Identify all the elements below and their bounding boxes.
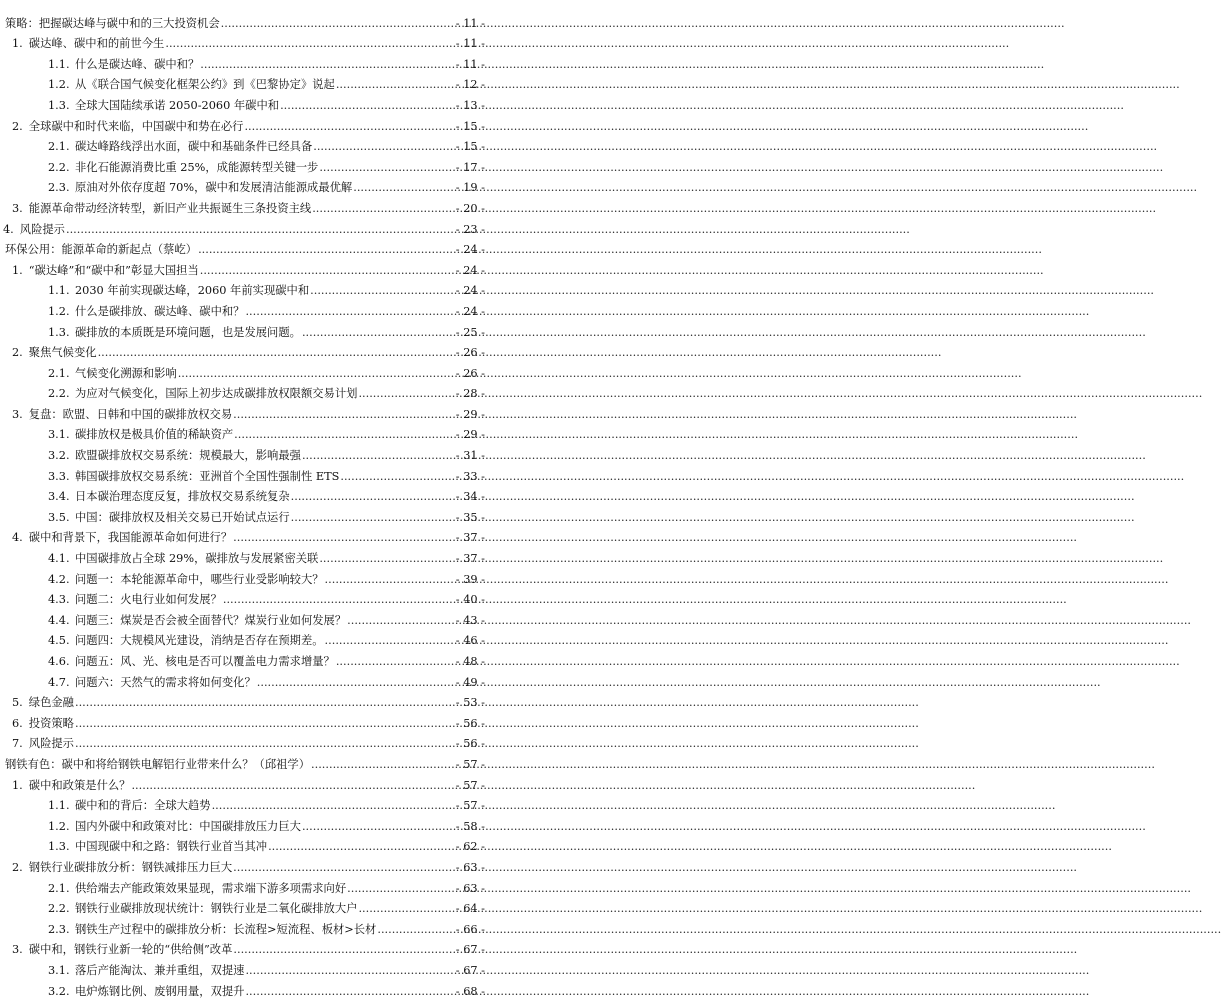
toc-entry-number: 1.2.	[48, 819, 70, 833]
toc-entry-title: 电炉炼钢比例、废钢用量，双提升	[75, 984, 245, 998]
toc-entry[interactable]	[0, 339, 491, 360]
dot-leader	[325, 573, 455, 586]
dot-leader	[311, 758, 455, 771]
dot-leader	[319, 552, 454, 565]
toc-entry-page: - 56 -	[455, 737, 485, 751]
toc-entry-number: 1.1.	[48, 284, 70, 298]
toc-entry[interactable]	[0, 792, 491, 813]
dot-leader	[312, 202, 455, 215]
toc-entry-number: 1.3.	[48, 325, 70, 339]
toc-entry[interactable]	[0, 586, 491, 607]
toc-entry-title: 碳排放的本质既是环境问题，也是发展问题。	[75, 325, 301, 339]
toc-entry-title: 钢铁生产过程中的碳排放分析：长流程>短流程、板材>长材	[75, 922, 377, 936]
toc-entry-page: - 57 -	[455, 778, 485, 792]
dot-leader	[257, 676, 455, 689]
toc-entry[interactable]	[0, 277, 491, 298]
toc-entry-number: 2.3.	[48, 181, 70, 195]
toc-entry-title: 什么是碳达峰、碳中和？	[75, 57, 200, 71]
toc-entry-title: 问题五：风、光、核电是否可以覆盖电力需求增量？	[75, 655, 335, 668]
toc-entry-number: 1.	[12, 37, 23, 51]
dot-leader	[233, 861, 455, 874]
toc-entry-page: - 25 -	[455, 325, 485, 339]
toc-entry-title: 碳达峰、碳中和的前世今生	[28, 37, 165, 51]
dot-leader	[178, 367, 455, 380]
dot-leader	[245, 964, 454, 977]
toc-entry-number: 1.2.	[48, 304, 70, 318]
dot-leader	[302, 820, 455, 833]
dot-leader	[336, 78, 455, 91]
toc-entry[interactable]	[0, 9, 491, 30]
toc-entry-title: 能源革命带动经济转型，新旧产业共振诞生三条投资主线	[28, 201, 312, 215]
toc-entry-page: - 64 -	[455, 902, 485, 916]
toc-entry-title: 为应对气候变化，国际上初步达成碳排放权限额交易计划	[75, 387, 358, 401]
toc-entry-number: 3.3.	[48, 469, 70, 483]
toc-entry-number: 3.	[12, 201, 23, 215]
toc-entry-page: - 24 -	[455, 304, 485, 318]
toc-entry-number: 2.	[12, 346, 23, 360]
toc-entry[interactable]	[0, 462, 491, 483]
toc-entry-title: 从《联合国气候变化框架公约》到《巴黎协定》说起	[75, 78, 335, 92]
toc-entry-number: 5.	[12, 696, 23, 710]
toc-entry-number: 2.1.	[48, 140, 70, 154]
dot-leader	[223, 593, 455, 606]
toc-entry[interactable]	[0, 812, 491, 833]
toc-entry-number: 7.	[12, 737, 23, 751]
toc-entry[interactable]	[0, 771, 491, 792]
toc-entry-title: 钢铁有色：碳中和将给钢铁电解铝行业带来什么？（邱祖学）	[5, 757, 311, 771]
toc-entry[interactable]	[0, 977, 491, 998]
toc-entry-page: - 68 -	[455, 984, 485, 998]
toc-entry-number: 2.	[12, 860, 23, 874]
toc-entry[interactable]	[0, 956, 491, 977]
toc-entry-number: 4.3.	[48, 593, 70, 607]
toc-entry-page: - 40 -	[455, 593, 485, 607]
toc-entry[interactable]	[0, 236, 491, 257]
toc-entry-page: - 11 -	[455, 57, 485, 71]
dot-leader	[358, 902, 454, 915]
dot-leader	[280, 99, 455, 112]
toc-entry-title: 供给端去产能政策效果显现，需求端下游多项需求向好	[75, 881, 347, 895]
toc-entry[interactable]	[0, 689, 491, 710]
toc-entry[interactable]	[0, 400, 491, 421]
toc-entry-page: - 29 -	[455, 407, 485, 421]
toc-entry-page: - 19 -	[455, 181, 485, 195]
toc-entry-page: - 28 -	[455, 387, 485, 401]
toc-entry-number: 4.7.	[48, 675, 70, 689]
dot-leader	[165, 37, 454, 50]
toc-entry-title: 中国碳排放占全球 29%，碳排放与发展紧密关联	[75, 552, 319, 566]
dot-leader	[233, 943, 454, 956]
toc-entry-title: 欧盟碳排放权交易系统：规模最大，影响最强	[75, 449, 301, 463]
toc-entry-page: - 37 -	[455, 552, 485, 566]
dot-leader	[200, 58, 455, 71]
toc-entry-title: 复盘：欧盟、日韩和中国的碳排放权交易	[28, 407, 233, 421]
dot-leader	[66, 223, 455, 236]
toc-entry-title: 中国：碳排放权及相关交易已开始试点运行	[75, 510, 290, 524]
dot-leader	[336, 655, 455, 668]
toc-entry-title: 问题三：煤炭是否会被全面替代？煤炭行业如何发展？	[75, 613, 347, 627]
toc-entry-page: - 24 -	[455, 284, 485, 298]
toc-entry[interactable]	[0, 750, 491, 771]
toc-entry-number: 4.6.	[48, 655, 70, 668]
toc-entry-title: 非化石能源消费比重 25%，成能源转型关键一步	[75, 160, 319, 174]
dot-leader	[234, 428, 455, 441]
toc-entry-number: 4.2.	[48, 572, 70, 586]
toc-entry-number: 2.3.	[48, 922, 70, 936]
toc-entry[interactable]	[0, 627, 491, 648]
toc-entry-title: 碳中和，钢铁行业新一轮的“供给侧”改革	[28, 943, 233, 957]
toc-entry-number: 2.1.	[48, 881, 70, 895]
toc-entry[interactable]	[0, 256, 491, 277]
toc-entry[interactable]	[0, 441, 491, 462]
toc-entry-page: - 24 -	[455, 243, 485, 257]
toc-entry-title: 风险提示	[28, 737, 74, 751]
dot-leader	[302, 326, 455, 339]
dot-leader	[212, 799, 455, 812]
toc-entry-title: 碳中和政策是什么？	[28, 778, 131, 792]
toc-entry-page: - 12 -	[455, 78, 485, 92]
toc-entry-number: 2.1.	[48, 366, 70, 380]
dot-leader	[347, 614, 455, 627]
toc-entry[interactable]	[0, 194, 491, 215]
toc-entry-page: - 15 -	[455, 119, 485, 133]
toc-entry-title: 落后产能淘汰、兼并重组，双提速	[75, 963, 245, 977]
dot-leader	[233, 531, 455, 544]
toc-entry-number: 1.3.	[48, 840, 70, 854]
dot-leader	[310, 284, 455, 297]
toc-entry[interactable]	[0, 380, 491, 401]
toc-entry-title: 气候变化溯源和影响	[75, 366, 177, 380]
toc-entry-number: 4.4.	[48, 613, 70, 627]
toc-entry-title: 策略：把握碳达峰与碳中和的三大投资机会	[5, 16, 220, 30]
toc-entry[interactable]	[0, 895, 491, 916]
dot-leader	[244, 120, 454, 133]
toc-entry-page: - 53 -	[455, 696, 485, 710]
toc-entry-title: 全球大国陆续承诺 2050-2060 年碳中和	[75, 98, 280, 112]
dot-leader	[268, 840, 455, 853]
toc-entry-page: - 35 -	[455, 510, 485, 524]
dot-leader	[245, 985, 454, 998]
toc-entry-page: - 48 -	[455, 655, 485, 668]
toc-entry[interactable]	[0, 524, 491, 545]
toc-entry-title: 风险提示	[19, 222, 65, 236]
toc-entry-number: 6.	[12, 716, 23, 730]
toc-entry-number: 1.	[12, 778, 23, 792]
toc-entry-page: - 49 -	[455, 675, 485, 689]
toc-entry-page: - 37 -	[455, 531, 485, 545]
toc-entry-page: - 67 -	[455, 963, 485, 977]
toc-entry-title: 环保公用：能源革命的新起点（蔡屹）	[5, 243, 198, 257]
toc-entry-number: 2.	[12, 119, 23, 133]
toc-entry-number: 1.2.	[48, 78, 70, 92]
toc-entry-number: 3.1.	[48, 428, 70, 442]
toc-entry[interactable]	[0, 647, 491, 668]
toc-entry-title: 绿色金融	[28, 696, 74, 710]
toc-entry[interactable]	[0, 544, 491, 565]
toc-entry[interactable]	[0, 936, 491, 957]
toc-entry-title: 钢铁行业碳排放分析：钢铁减排压力巨大	[28, 860, 233, 874]
toc-entry-page: - 34 -	[455, 490, 485, 504]
toc-entry-page: - 29 -	[455, 428, 485, 442]
toc-entry[interactable]	[0, 606, 491, 627]
toc-entry-number: 2.2.	[48, 902, 70, 916]
toc-entry[interactable]	[0, 503, 491, 524]
dot-leader	[75, 696, 455, 709]
toc-entry[interactable]	[0, 709, 491, 730]
toc-entry[interactable]	[0, 421, 491, 442]
toc-entry-page: - 23 -	[455, 222, 485, 236]
toc-entry-number: 3.4.	[48, 490, 70, 504]
dot-leader	[291, 490, 455, 503]
toc-entry[interactable]	[0, 915, 491, 936]
toc-entry-title: 碳中和背景下，我国能源革命如何进行？	[28, 531, 233, 545]
dot-leader	[353, 181, 455, 194]
toc-entry-title: 钢铁行业碳排放现状统计：钢铁行业是二氧化碳排放大户	[75, 902, 358, 916]
toc-entry-page: - 13 -	[455, 98, 485, 112]
dot-leader	[319, 161, 454, 174]
toc-entry-page: - 63 -	[455, 860, 485, 874]
toc-entry-page: - 11 -	[455, 37, 485, 51]
toc-entry[interactable]	[0, 71, 491, 92]
dot-leader	[233, 408, 455, 421]
toc-entry-number: 4.	[12, 531, 23, 545]
toc-entry-page: - 67 -	[455, 943, 485, 957]
toc-entry-page: - 11 -	[455, 16, 485, 30]
toc-entry-number: 4.1.	[48, 552, 70, 566]
toc-entry[interactable]	[0, 91, 491, 112]
dot-leader	[75, 717, 455, 730]
toc-entry-title: 碳排放权是极具价值的稀缺资产	[75, 428, 234, 442]
toc-entry-number: 3.	[12, 407, 23, 421]
toc-entry-title: 问题二：火电行业如何发展？	[75, 593, 222, 607]
toc-entry-number: 3.2.	[48, 984, 70, 998]
toc-entry-number: 3.1.	[48, 963, 70, 977]
dot-leader	[313, 140, 455, 153]
dot-leader	[198, 243, 455, 256]
toc-entry-title: 什么是碳排放、碳达峰、碳中和？	[75, 304, 245, 318]
dot-leader	[377, 923, 454, 936]
toc-entry-title: 聚焦气候变化	[28, 346, 97, 360]
toc-entry-title: 韩国碳排放权交易系统：亚洲首个全国性强制性 ETS	[75, 469, 340, 483]
toc-entry-number: 1.3.	[48, 98, 70, 112]
toc-entry[interactable]	[0, 730, 491, 751]
toc-entry-title: 问题六：天然气的需求将如何变化？	[75, 675, 256, 689]
toc-entry-title: 问题四：大规模风光建设，消纳是否存在预期差。	[75, 634, 324, 648]
toc-entry-page: - 33 -	[455, 469, 485, 483]
toc-entry[interactable]	[0, 112, 491, 133]
toc-entry[interactable]	[0, 833, 491, 854]
toc-entry[interactable]	[0, 133, 491, 154]
toc-entry-page: - 17 -	[455, 160, 485, 174]
toc-entry[interactable]	[0, 215, 491, 236]
toc-entry-number: 3.5.	[48, 510, 70, 524]
dot-leader	[131, 779, 454, 792]
toc-entry-title: 2030 年前实现碳达峰，2060 年前实现碳中和	[75, 284, 310, 298]
toc-entry-page: - 62 -	[455, 840, 485, 854]
dot-leader	[347, 882, 455, 895]
table-of-contents	[0, 0, 491, 998]
toc-entry-number: 1.1.	[48, 799, 70, 813]
toc-entry[interactable]	[0, 483, 491, 504]
toc-entry-page: - 39 -	[455, 572, 485, 586]
toc-entry-number: 3.	[12, 943, 23, 957]
toc-entry-page: - 15 -	[455, 140, 485, 154]
toc-entry-number: 3.2.	[48, 449, 70, 463]
toc-entry-title: 碳中和的背后：全球大趋势	[75, 799, 211, 813]
dot-leader	[75, 737, 455, 750]
toc-entry-page: - 26 -	[455, 366, 485, 380]
toc-entry-number: 2.2.	[48, 387, 70, 401]
toc-entry-page: - 20 -	[455, 201, 485, 215]
toc-entry-number: 4.5.	[48, 634, 70, 648]
toc-entry-title: 日本碳治理态度反复，排放权交易系统复杂	[75, 490, 290, 504]
toc-entry[interactable]	[0, 153, 491, 174]
toc-entry-page: - 43 -	[455, 613, 485, 627]
toc-entry-number: 4.	[3, 222, 14, 236]
dot-leader	[358, 387, 454, 400]
toc-entry[interactable]	[0, 359, 491, 380]
toc-entry[interactable]	[0, 297, 491, 318]
toc-entry-page: - 63 -	[455, 881, 485, 895]
dot-leader	[200, 264, 455, 277]
toc-entry-title: 国内外碳中和政策对比：中国碳排放压力巨大	[75, 819, 301, 833]
toc-entry-title: 原油对外依存度超 70%，碳中和发展清洁能源成最优解	[75, 181, 353, 195]
dot-leader	[325, 634, 455, 647]
toc-entry-page: - 57 -	[455, 757, 485, 771]
toc-entry[interactable]	[0, 874, 491, 895]
toc-entry-title: 投资策略	[28, 716, 74, 730]
toc-entry-number: 1.1.	[48, 57, 70, 71]
toc-entry-title: 中国现碳中和之路：钢铁行业首当其冲	[75, 840, 268, 854]
toc-entry-page: - 57 -	[455, 799, 485, 813]
toc-entry-number: 1.	[12, 263, 23, 277]
dot-leader	[291, 511, 455, 524]
dot-leader	[98, 346, 455, 359]
dot-leader	[221, 17, 455, 30]
toc-entry-title: 全球碳中和时代来临，中国碳中和势在必行	[28, 119, 244, 133]
toc-entry[interactable]	[0, 50, 491, 71]
toc-entry-page: - 24 -	[455, 263, 485, 277]
toc-entry-page: - 58 -	[455, 819, 485, 833]
toc-entry-title: “碳达峰”和“碳中和”彰显大国担当	[28, 263, 199, 277]
dot-leader	[340, 470, 454, 483]
toc-entry[interactable]	[0, 30, 491, 51]
toc-entry-page: - 56 -	[455, 716, 485, 730]
toc-entry-page: - 66 -	[455, 922, 485, 936]
dot-leader	[302, 449, 455, 462]
toc-entry[interactable]	[0, 318, 491, 339]
toc-entry-title: 问题一：本轮能源革命中，哪些行业受影响较大？	[75, 572, 324, 586]
toc-entry[interactable]	[0, 853, 491, 874]
toc-entry[interactable]	[0, 174, 491, 195]
toc-entry-page: - 46 -	[455, 634, 485, 648]
toc-entry-number: 2.2.	[48, 160, 70, 174]
dot-leader	[245, 305, 454, 318]
toc-entry-page: - 26 -	[455, 346, 485, 360]
toc-entry-page: - 31 -	[455, 449, 485, 463]
toc-entry-title: 碳达峰路线浮出水面，碳中和基础条件已经具备	[75, 140, 313, 154]
toc-entry[interactable]	[0, 565, 491, 586]
toc-entry[interactable]	[0, 668, 491, 689]
